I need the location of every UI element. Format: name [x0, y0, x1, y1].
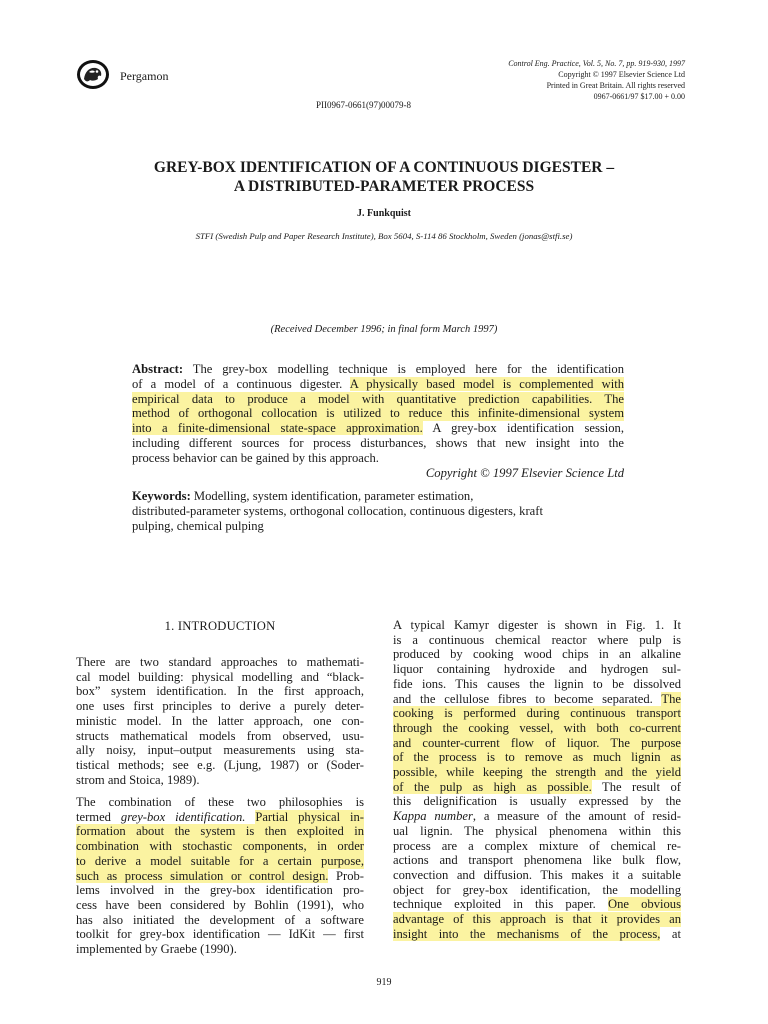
- abstract-line: into a finite-dimensional state-space approximation. A grey-box identification session,: [132, 421, 624, 436]
- text-line: termed grey-box identification. Partial physical in-: [76, 809, 364, 824]
- abstract-copyright: Copyright © 1997 Elsevier Science Ltd: [425, 465, 624, 480]
- text-line: structs mathematical models from observed, usu-: [76, 728, 364, 743]
- text-line: through the cooking vessel, with both co-current: [393, 720, 681, 735]
- text-line: cess have been considered by Bohlin (1991), who: [76, 897, 364, 912]
- text-line: The combination of these two philosophies is: [76, 795, 364, 809]
- text-line: A typical Kamyr digester is shown in Fig. 1. It: [393, 618, 681, 632]
- highlight: such as process simulation or control design.: [76, 868, 329, 883]
- text-line: cal model building: physical modelling and “black-: [76, 669, 364, 684]
- abstract-line: process behavior can be gained by this approach.: [132, 450, 379, 465]
- journal-price: 0967-0661/97 $17.00 + 0.00: [593, 92, 685, 101]
- keywords-label: Keywords:: [132, 489, 191, 503]
- text-line: technique exploited in this paper. One obvious: [393, 897, 681, 912]
- publisher-logo-icon: [76, 59, 110, 90]
- abstract-line: of a model of a continuous digester. A physically based model is complemented with: [132, 376, 624, 391]
- received-date: (Received December 1996; in final form March 1997): [270, 324, 498, 335]
- text-line: this delignification is usually expressed by the: [393, 794, 681, 809]
- author-affiliation: STFI (Swedish Pulp and Paper Research Institute), Box 5604, S-114 86 Stockholm, Sweden (jonas@stfi.se): [195, 231, 573, 241]
- highlight: A physically based model is complemented with: [349, 376, 624, 391]
- section-heading: 1. INTRODUCTION: [164, 619, 276, 633]
- paper-title: [84, 158, 684, 196]
- journal-info: [365, 58, 685, 102]
- text-line: one uses first principles to derive a purely deter-: [76, 699, 364, 714]
- text-line: fide ions. This causes the lignin to be dissolved: [393, 676, 681, 691]
- keywords-line: Keywords: Modelling, system identification, parameter estimation,: [132, 489, 474, 503]
- highlight: Partial physical in-: [255, 809, 364, 824]
- text-line: There are two standard approaches to mathemati-: [76, 655, 364, 669]
- right-column: [393, 618, 681, 941]
- text-line: formation about the system is then exploited in: [76, 824, 364, 839]
- journal-citation: Control Eng. Practice, Vol. 5, No. 7, pp. 919-930, 1997: [508, 59, 685, 68]
- text-line: is a continuous chemical reactor where pulp is: [393, 632, 681, 647]
- text-line: and the cellulose fibres to become separated. The: [393, 691, 681, 706]
- abstract-line: including different sources for process disturbances, shows that new insight into the: [132, 435, 624, 450]
- publisher-name: Pergamon: [120, 69, 169, 83]
- highlight: insight into the mechanisms of the process,: [393, 926, 661, 941]
- text-line: of the process is to remove as much lignin as: [393, 750, 681, 765]
- text-line: tistical methods; see e.g. (Ljung, 1987) or (Soder-: [76, 757, 364, 772]
- abstract-label: Abstract:: [132, 362, 184, 376]
- text-line: object for grey-box identification, the modelling: [393, 882, 681, 897]
- keywords: [132, 489, 624, 533]
- text-line: ally noisy, input–output measurements using sta-: [76, 743, 364, 758]
- text-line: ministic model. In the latter approach, one con-: [76, 713, 364, 728]
- text-line: strom and Stoica, 1989).: [76, 772, 200, 787]
- emphasis: Kappa number: [393, 809, 473, 824]
- journal-printed: Printed in Great Britain. All rights reserved: [546, 81, 685, 90]
- text-line: to derive a model suitable for a certain purpose,: [76, 853, 364, 868]
- emphasis: grey-box identification.: [120, 809, 246, 824]
- text-line: such as process simulation or control design. Prob-: [76, 868, 364, 883]
- text-line: process are a complex mixture of chemical re-: [393, 838, 681, 853]
- highlight: into a finite-dimensional state-space approximation.: [132, 421, 423, 436]
- text-line: ual lignin. The physical phenomena within this: [393, 823, 681, 838]
- text-line: actions and transport phenomena like bulk flow,: [393, 853, 681, 868]
- pii-identifier: PII0967-0661(97)00079-8: [316, 100, 411, 110]
- text-line: cooking is performed during continuous transport: [393, 706, 681, 721]
- author-name: J. Funkquist: [357, 208, 411, 219]
- text-line: of the pulp as high as possible. The result of: [393, 779, 681, 794]
- text-line: possible, while keeping the strength and the yield: [393, 765, 681, 780]
- abstract-line: Abstract: The grey-box modelling technique is employed here for the identification: [132, 362, 624, 376]
- abstract-line: empirical data to produce a model with quantitative prediction capabilities. The: [132, 391, 624, 406]
- text-line: produced by cooking wood chips in an alkaline: [393, 647, 681, 662]
- text-line: lems involved in the grey-box identification pro-: [76, 883, 364, 898]
- text-line: combination with stochastic components, in order: [76, 839, 364, 854]
- keywords-line: distributed-parameter systems, orthogonal collocation, continuous digesters, kraft: [132, 503, 543, 518]
- intro-paragraph: [76, 655, 364, 787]
- text-line: toolkit for grey-box identification — IdKit — first: [76, 927, 364, 942]
- text-line: Kappa number, a measure of the amount of resid-: [393, 809, 681, 824]
- highlight: The: [661, 691, 681, 706]
- text-line: and counter-current flow of liquor. The purpose: [393, 735, 681, 750]
- page-number: 919: [376, 977, 392, 988]
- title-line: A DISTRIBUTED-PARAMETER PROCESS: [233, 178, 535, 195]
- intro-paragraph: [76, 795, 364, 957]
- abstract: [132, 362, 624, 480]
- abstract-line: method of orthogonal collocation is utilized to reduce this infinite-dimensional system: [132, 406, 624, 421]
- journal-copyright: Copyright © 1997 Elsevier Science Ltd: [558, 70, 685, 79]
- text-line: has also initiated the development of a software: [76, 912, 364, 927]
- highlight: One obvious: [607, 897, 681, 912]
- title-line: GREY-BOX IDENTIFICATION OF A CONTINUOUS DIGESTER –: [153, 159, 615, 176]
- text-line: box” system identification. In the first approach,: [76, 684, 364, 699]
- text-line: liquor containing hydroxide and hydrogen sul-: [393, 662, 681, 677]
- text-line: implemented by Graebe (1990).: [76, 942, 237, 957]
- text-line: convection and diffusion. This makes it a suitable: [393, 867, 681, 882]
- highlight: of the pulp as high as possible.: [393, 779, 592, 794]
- keywords-line: pulping, chemical pulping: [132, 518, 264, 533]
- text-line: advantage of this approach is that it provides an: [393, 912, 681, 927]
- text-line: insight into the mechanisms of the process, at: [393, 926, 681, 941]
